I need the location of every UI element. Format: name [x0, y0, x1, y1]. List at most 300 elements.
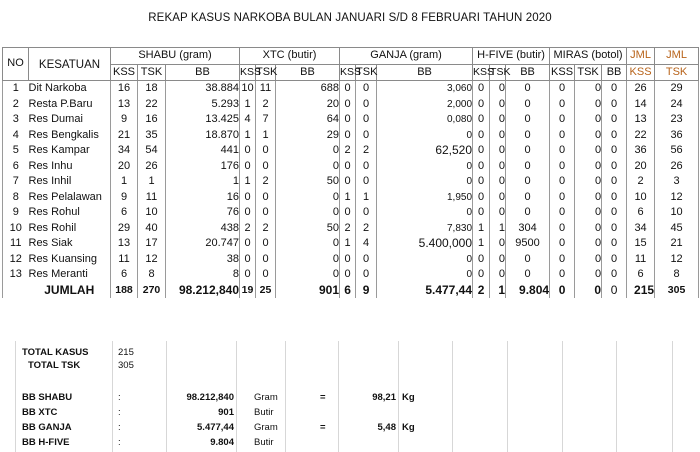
- cell-ganja-kss: 1: [340, 190, 356, 206]
- cell-xtc-tsk: 0: [256, 205, 276, 221]
- total-label: JUMLAH: [44, 282, 95, 297]
- cell-kesatuan: Res Siak: [28, 237, 73, 249]
- cell-kesatuan: Res Dumai: [28, 113, 83, 125]
- cell-jml-kss: 14: [627, 97, 655, 113]
- cell-ganja-tsk: 4: [356, 236, 377, 252]
- cell-kesatuan: Res Kuansing: [28, 252, 97, 265]
- cell-ganja-bb: 62,520: [377, 143, 473, 159]
- cell-shabu-tsk: 10: [138, 205, 166, 221]
- total-xtc-kss: 19: [240, 283, 256, 299]
- cell-hf-tsk: 1: [490, 221, 506, 237]
- total-ganja-tsk: 9: [356, 283, 377, 299]
- cell-hf-kss: 0: [473, 190, 490, 206]
- cell-hf-bb: 0: [506, 267, 550, 283]
- header-ganja: GANJA (gram): [340, 48, 473, 65]
- cell-xtc-tsk: 1: [256, 128, 276, 144]
- cell-shabu-bb: 76: [166, 205, 240, 221]
- cell-shabu-bb: 441: [166, 143, 240, 159]
- cell-xtc-kss: 0: [240, 190, 256, 206]
- sub-shabu-tsk: TSK: [138, 64, 166, 81]
- cell-hf-kss: 0: [473, 112, 490, 128]
- summary-eq: =: [320, 392, 326, 403]
- cell-ganja-kss: 0: [340, 159, 356, 175]
- cell-ganja-tsk: 0: [356, 112, 377, 128]
- total-xtc-tsk: 25: [256, 283, 276, 299]
- total-xtc-bb: 901: [276, 283, 340, 299]
- header-miras: MIRAS (botol): [550, 48, 627, 65]
- cell-shabu-bb: 38: [166, 252, 240, 268]
- cell-xtc-bb: 20: [276, 97, 340, 113]
- cell-hf-bb: 0: [506, 97, 550, 113]
- cell-kesatuan: Resta P.Baru: [28, 97, 93, 110]
- cell-hf-bb: 0: [506, 128, 550, 144]
- sub-xtc-kss: KSS: [240, 64, 256, 81]
- cell-shabu-bb: 13.425: [166, 112, 240, 128]
- cell-shabu-tsk: 8: [138, 267, 166, 283]
- total-ganja-kss: 6: [340, 283, 356, 299]
- total-shabu-kss: 188: [111, 283, 138, 299]
- cell-ganja-tsk: 0: [356, 159, 377, 175]
- cell-ganja-bb: 0: [377, 252, 473, 268]
- sub-jml-tsk: TSK: [655, 64, 699, 81]
- cell-no: 5: [3, 143, 29, 159]
- cell-xtc-kss: 0: [240, 205, 256, 221]
- cell-shabu-kss: 20: [111, 159, 138, 175]
- cell-mi-tsk: 0: [575, 221, 602, 237]
- cell-kesatuan: Res Inhu: [28, 159, 73, 172]
- cell-mi-bb: 0: [602, 221, 627, 237]
- cell-hf-bb: 0: [506, 159, 550, 175]
- cell-jml-tsk: 23: [655, 112, 699, 128]
- cell-jml-kss: 6: [627, 205, 655, 221]
- cell-mi-tsk: 0: [575, 174, 602, 190]
- table-row: [3, 112, 699, 128]
- cell-xtc-bb: 29: [276, 128, 340, 144]
- table-row: [3, 221, 699, 237]
- cell-mi-bb: 0: [602, 112, 627, 128]
- cell-ganja-tsk: 0: [356, 81, 377, 97]
- cell-no: 6: [3, 159, 29, 175]
- table-row: [3, 252, 699, 268]
- cell-mi-bb: 0: [602, 205, 627, 221]
- cell-hf-bb: 0: [506, 205, 550, 221]
- cell-ganja-tsk: 0: [356, 267, 377, 283]
- cell-hf-bb: 0: [506, 81, 550, 97]
- cell-no: 7: [3, 174, 29, 190]
- cell-xtc-kss: 0: [240, 159, 256, 175]
- cell-xtc-bb: 0: [276, 236, 340, 252]
- cell-xtc-kss: 4: [240, 112, 256, 128]
- summary-label: BB XTC: [22, 407, 58, 418]
- total-tsk-value: 305: [118, 360, 134, 371]
- cell-xtc-kss: 2: [240, 221, 256, 237]
- cell-xtc-bb: 0: [276, 190, 340, 206]
- cell-no: 8: [3, 190, 29, 206]
- cell-mi-bb: 0: [602, 190, 627, 206]
- cell-jml-tsk: 26: [655, 159, 699, 175]
- cell-xtc-bb: 0: [276, 143, 340, 159]
- cell-shabu-kss: 11: [111, 252, 138, 268]
- cell-no: 9: [3, 205, 29, 221]
- summary-colon: :: [118, 422, 121, 433]
- cell-hf-bb: 0: [506, 190, 550, 206]
- cell-ganja-bb: 3,060: [377, 81, 473, 97]
- total-hf-kss: 2: [473, 283, 490, 299]
- cell-xtc-tsk: 0: [256, 236, 276, 252]
- cell-hf-bb: 0: [506, 252, 550, 268]
- table-row: [3, 97, 699, 113]
- summary-colon: :: [118, 407, 121, 418]
- sub-ganja-bb: BB: [377, 64, 473, 81]
- cell-mi-tsk: 0: [575, 159, 602, 175]
- cell-jml-tsk: 10: [655, 205, 699, 221]
- cell-ganja-bb: 5.400,000: [377, 236, 473, 252]
- cell-ganja-kss: 2: [340, 221, 356, 237]
- cell-hf-kss: 0: [473, 267, 490, 283]
- cell-kesatuan: Res Kampar: [28, 144, 90, 156]
- cell-mi-kss: 0: [550, 221, 575, 237]
- cell-mi-kss: 0: [550, 174, 575, 190]
- cell-mi-bb: 0: [602, 128, 627, 144]
- cell-jml-tsk: 3: [655, 174, 699, 190]
- cell-shabu-tsk: 17: [138, 236, 166, 252]
- cell-jml-kss: 2: [627, 174, 655, 190]
- cell-kesatuan: Res Rohul: [28, 206, 80, 218]
- cell-ganja-tsk: 0: [356, 252, 377, 268]
- sub-jml-kss: KSS: [627, 64, 655, 81]
- cell-xtc-bb: 0: [276, 159, 340, 175]
- cell-jml-kss: 20: [627, 159, 655, 175]
- summary-label: BB H-FIVE: [22, 437, 70, 448]
- cell-ganja-tsk: 0: [356, 205, 377, 221]
- cell-mi-tsk: 0: [575, 267, 602, 283]
- cell-ganja-bb: 0,080: [377, 112, 473, 128]
- summary-conv: 5,48: [377, 422, 396, 433]
- cell-no: 3: [3, 112, 29, 128]
- cell-xtc-kss: 0: [240, 236, 256, 252]
- cell-shabu-kss: 13: [111, 236, 138, 252]
- total-hf-bb: 9.804: [506, 283, 550, 299]
- cell-ganja-tsk: 0: [356, 174, 377, 190]
- cell-shabu-tsk: 12: [138, 252, 166, 268]
- cell-shabu-bb: 8: [166, 267, 240, 283]
- table-row: [3, 81, 699, 97]
- summary-colon: :: [118, 437, 121, 448]
- cell-shabu-tsk: 22: [138, 97, 166, 113]
- cell-mi-kss: 0: [550, 159, 575, 175]
- cell-hf-bb: 0: [506, 112, 550, 128]
- cell-mi-kss: 0: [550, 97, 575, 113]
- cell-xtc-bb: 0: [276, 205, 340, 221]
- cell-ganja-kss: 1: [340, 236, 356, 252]
- cell-xtc-bb: 688: [276, 81, 340, 97]
- total-ganja-bb: 5.477,44: [377, 283, 473, 299]
- cell-shabu-tsk: 16: [138, 112, 166, 128]
- sub-ganja-kss: KSS: [340, 64, 356, 81]
- cell-xtc-tsk: 0: [256, 143, 276, 159]
- cell-ganja-kss: 0: [340, 252, 356, 268]
- sub-shabu-kss: KSS: [111, 64, 138, 81]
- cell-mi-tsk: 0: [575, 252, 602, 268]
- summary-value: 5.477,44: [197, 422, 234, 433]
- cell-mi-kss: 0: [550, 128, 575, 144]
- cell-mi-kss: 0: [550, 81, 575, 97]
- cell-jml-tsk: 8: [655, 267, 699, 283]
- cell-shabu-tsk: 11: [138, 190, 166, 206]
- cell-xtc-tsk: 2: [256, 174, 276, 190]
- header-group-row: [3, 48, 699, 65]
- cell-xtc-kss: 0: [240, 267, 256, 283]
- header-jml-kss: JML: [627, 48, 655, 65]
- cell-no: 1: [3, 81, 29, 97]
- cell-jml-kss: 11: [627, 252, 655, 268]
- cell-hf-kss: 0: [473, 97, 490, 113]
- cell-shabu-kss: 9: [111, 190, 138, 206]
- cell-hf-tsk: 0: [490, 190, 506, 206]
- cell-hf-tsk: 0: [490, 97, 506, 113]
- table-row: [3, 159, 699, 175]
- cell-hf-kss: 1: [473, 236, 490, 252]
- cell-mi-kss: 0: [550, 205, 575, 221]
- cell-jml-kss: 22: [627, 128, 655, 144]
- cell-hf-tsk: 0: [490, 174, 506, 190]
- summary-conv: 98,21: [372, 392, 396, 403]
- sub-miras-bb: BB: [602, 64, 627, 81]
- cell-no: 2: [3, 97, 29, 113]
- cell-ganja-kss: 0: [340, 97, 356, 113]
- total-tsk-label: TOTAL TSK: [28, 360, 81, 371]
- cell-shabu-kss: 16: [111, 81, 138, 97]
- cell-ganja-bb: 0: [377, 205, 473, 221]
- cell-ganja-kss: 0: [340, 81, 356, 97]
- summary-eq: =: [320, 422, 326, 433]
- cell-ganja-kss: 0: [340, 267, 356, 283]
- summary-block: [2, 341, 698, 452]
- cell-mi-tsk: 0: [575, 190, 602, 206]
- header-xtc: XTC (butir): [240, 48, 340, 65]
- cell-mi-kss: 0: [550, 236, 575, 252]
- cell-jml-tsk: 36: [655, 128, 699, 144]
- total-jml-kss: 215: [627, 283, 655, 299]
- cell-xtc-bb: 64: [276, 112, 340, 128]
- cell-mi-bb: 0: [602, 267, 627, 283]
- cell-xtc-tsk: 7: [256, 112, 276, 128]
- sub-miras-tsk: TSK: [575, 64, 602, 81]
- sub-hfive-tsk: TSK: [490, 64, 506, 81]
- cell-jml-tsk: 45: [655, 221, 699, 237]
- cell-jml-kss: 36: [627, 143, 655, 159]
- total-shabu-tsk: 270: [138, 283, 166, 299]
- cell-shabu-bb: 176: [166, 159, 240, 175]
- cell-shabu-kss: 6: [111, 267, 138, 283]
- sub-hfive-kss: KSS: [473, 64, 490, 81]
- cell-shabu-kss: 13: [111, 97, 138, 113]
- summary-label: BB GANJA: [22, 422, 72, 433]
- cell-shabu-bb: 438: [166, 221, 240, 237]
- cell-shabu-kss: 6: [111, 205, 138, 221]
- header-jml-tsk: JML: [655, 48, 699, 65]
- cell-xtc-bb: 50: [276, 221, 340, 237]
- cell-mi-bb: 0: [602, 97, 627, 113]
- cell-mi-bb: 0: [602, 174, 627, 190]
- table-row: [3, 128, 699, 144]
- cell-xtc-kss: 1: [240, 128, 256, 144]
- sub-miras-kss: KSS: [550, 64, 575, 81]
- cell-shabu-kss: 21: [111, 128, 138, 144]
- cell-hf-kss: 0: [473, 205, 490, 221]
- cell-xtc-tsk: 2: [256, 221, 276, 237]
- summary-colon: :: [118, 392, 121, 403]
- cell-xtc-tsk: 11: [256, 81, 276, 97]
- cell-kesatuan: Res Bengkalis: [28, 128, 99, 141]
- cell-mi-tsk: 0: [575, 143, 602, 159]
- cell-xtc-kss: 0: [240, 143, 256, 159]
- total-mi-kss: 0: [550, 283, 575, 299]
- cell-mi-tsk: 0: [575, 128, 602, 144]
- cell-shabu-bb: 38.884: [166, 81, 240, 97]
- cell-shabu-kss: 29: [111, 221, 138, 237]
- cell-ganja-bb: 1,950: [377, 190, 473, 206]
- cell-shabu-tsk: 35: [138, 128, 166, 144]
- cell-mi-bb: 0: [602, 143, 627, 159]
- cell-hf-tsk: 0: [490, 112, 506, 128]
- header-kesatuan: KESATUAN: [29, 48, 111, 81]
- summary-unit: Butir: [254, 407, 274, 418]
- total-hf-tsk: 1: [490, 283, 506, 299]
- summary-unit: Gram: [254, 422, 278, 433]
- cell-shabu-bb: 20.747: [166, 236, 240, 252]
- cell-xtc-kss: 1: [240, 97, 256, 113]
- cell-xtc-bb: 50: [276, 174, 340, 190]
- cell-jml-kss: 6: [627, 267, 655, 283]
- cell-xtc-tsk: 0: [256, 190, 276, 206]
- cell-ganja-kss: 0: [340, 174, 356, 190]
- table-row: [3, 267, 699, 283]
- cell-shabu-bb: 1: [166, 174, 240, 190]
- cell-jml-tsk: 24: [655, 97, 699, 113]
- recap-table: [2, 47, 699, 298]
- cell-jml-kss: 26: [627, 81, 655, 97]
- total-jml-tsk: 305: [655, 283, 699, 299]
- table-row: [3, 174, 699, 190]
- summary-unit: Butir: [254, 437, 274, 448]
- cell-jml-tsk: 12: [655, 190, 699, 206]
- cell-hf-kss: 0: [473, 143, 490, 159]
- sub-xtc-tsk: TSK: [256, 64, 276, 81]
- cell-jml-kss: 34: [627, 221, 655, 237]
- cell-hf-bb: 304: [506, 221, 550, 237]
- sub-hfive-bb: BB: [506, 64, 550, 81]
- total-row: [3, 283, 699, 299]
- cell-jml-tsk: 21: [655, 236, 699, 252]
- table-row: [3, 205, 699, 221]
- cell-hf-tsk: 0: [490, 267, 506, 283]
- cell-hf-kss: 0: [473, 174, 490, 190]
- cell-xtc-tsk: 0: [256, 159, 276, 175]
- cell-no: 10: [3, 221, 29, 237]
- cell-mi-bb: 0: [602, 159, 627, 175]
- summary-conv-unit: Kg: [402, 392, 415, 403]
- cell-xtc-kss: 10: [240, 81, 256, 97]
- cell-no: 13: [3, 267, 29, 283]
- summary-value: 9.804: [210, 437, 234, 448]
- cell-shabu-bb: 5.293: [166, 97, 240, 113]
- cell-mi-kss: 0: [550, 267, 575, 283]
- cell-hf-tsk: 0: [490, 128, 506, 144]
- summary-value: 98.212,840: [186, 392, 234, 403]
- cell-shabu-bb: 16: [166, 190, 240, 206]
- cell-ganja-tsk: 0: [356, 97, 377, 113]
- cell-mi-bb: 0: [602, 252, 627, 268]
- cell-jml-tsk: 29: [655, 81, 699, 97]
- cell-hf-tsk: 0: [490, 159, 506, 175]
- cell-xtc-tsk: 2: [256, 97, 276, 113]
- cell-hf-kss: 0: [473, 159, 490, 175]
- cell-hf-tsk: 0: [490, 205, 506, 221]
- table-row: [3, 190, 699, 206]
- cell-hf-bb: 0: [506, 174, 550, 190]
- cell-ganja-bb: 0: [377, 174, 473, 190]
- cell-xtc-kss: 1: [240, 174, 256, 190]
- cell-ganja-bb: 7,830: [377, 221, 473, 237]
- cell-ganja-tsk: 2: [356, 143, 377, 159]
- cell-mi-bb: 0: [602, 81, 627, 97]
- cell-hf-bb: 9500: [506, 236, 550, 252]
- cell-mi-tsk: 0: [575, 205, 602, 221]
- cell-xtc-bb: 0: [276, 252, 340, 268]
- cell-hf-kss: 0: [473, 81, 490, 97]
- total-kasus-label: TOTAL KASUS: [22, 347, 89, 358]
- cell-ganja-tsk: 2: [356, 221, 377, 237]
- total-mi-bb: 0: [602, 283, 627, 299]
- page-title: REKAP KASUS NARKOBA BULAN JANUARI S/D 8 FEBRUARI TAHUN 2020: [148, 12, 552, 24]
- cell-ganja-kss: 0: [340, 128, 356, 144]
- cell-hf-kss: 1: [473, 221, 490, 237]
- sub-shabu-bb: BB: [166, 64, 240, 81]
- cell-jml-kss: 13: [627, 112, 655, 128]
- cell-hf-kss: 0: [473, 128, 490, 144]
- cell-no: 4: [3, 128, 29, 144]
- table-row: [3, 143, 699, 159]
- cell-ganja-tsk: 1: [356, 190, 377, 206]
- total-shabu-bb: 98.212,840: [166, 283, 240, 299]
- cell-no: 12: [3, 252, 29, 268]
- sub-xtc-bb: BB: [276, 64, 340, 81]
- cell-hf-tsk: 0: [490, 81, 506, 97]
- cell-mi-tsk: 0: [575, 97, 602, 113]
- cell-xtc-tsk: 0: [256, 267, 276, 283]
- cell-shabu-kss: 9: [111, 112, 138, 128]
- cell-shabu-bb: 18.870: [166, 128, 240, 144]
- total-kasus-value: 215: [118, 347, 134, 358]
- cell-kesatuan: Res Inhil: [28, 175, 72, 187]
- cell-hf-tsk: 0: [490, 236, 506, 252]
- cell-jml-kss: 10: [627, 190, 655, 206]
- summary-label: BB SHABU: [22, 392, 73, 403]
- header-shabu: SHABU (gram): [111, 48, 240, 65]
- cell-jml-tsk: 12: [655, 252, 699, 268]
- cell-no: 11: [3, 236, 29, 252]
- summary-unit: Gram: [254, 392, 278, 403]
- cell-ganja-bb: 2,000: [377, 97, 473, 113]
- cell-mi-kss: 0: [550, 252, 575, 268]
- cell-ganja-bb: 0: [377, 267, 473, 283]
- cell-kesatuan: Res Rohil: [28, 221, 77, 234]
- cell-mi-bb: 0: [602, 236, 627, 252]
- header-no: NO: [3, 48, 29, 81]
- cell-kesatuan: Dit Narkoba: [28, 82, 87, 94]
- sub-ganja-tsk: TSK: [356, 64, 377, 81]
